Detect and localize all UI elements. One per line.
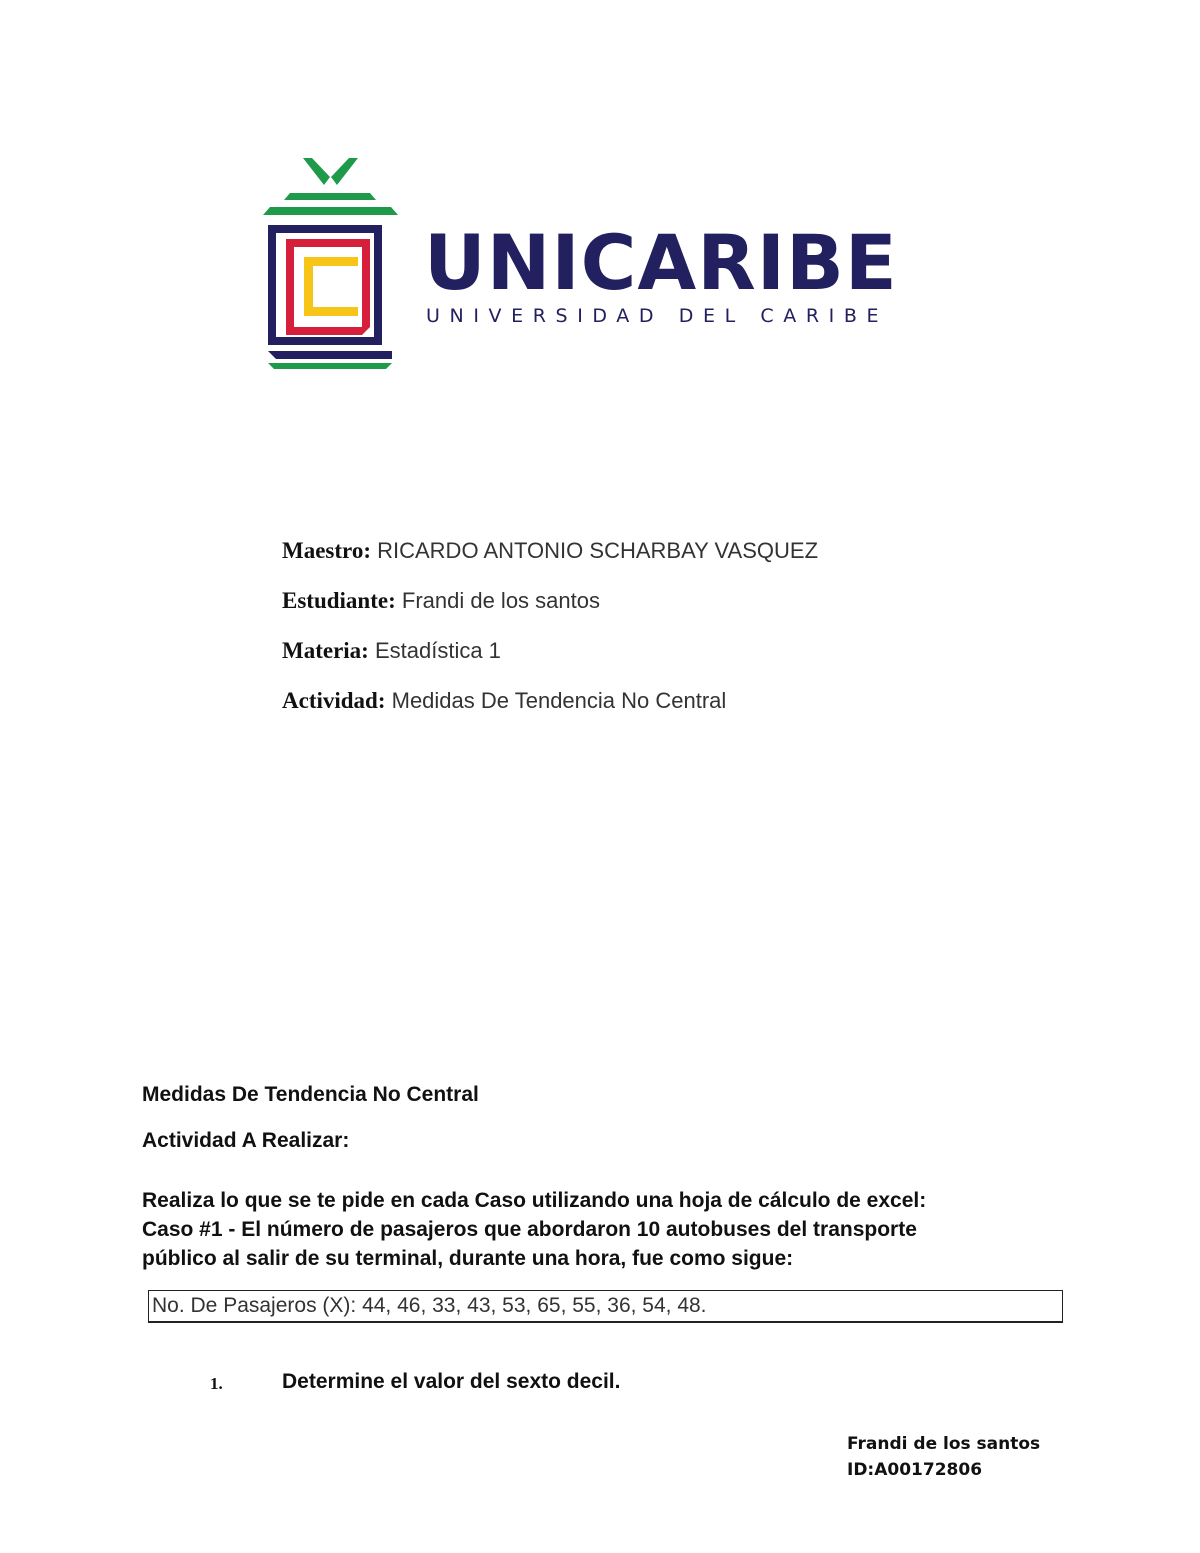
instruction-line-2: Caso #1 - El número de pasajeros que abordaron 10 autobuses del transporte xyxy=(142,1218,917,1241)
footer-id: ID:A00172806 xyxy=(847,1460,983,1480)
subject-label: Materia: xyxy=(282,638,369,663)
assignment-title: Medidas De Tendencia No Central xyxy=(142,1083,479,1106)
teacher-label: Maestro: xyxy=(282,538,371,563)
subject-line xyxy=(282,636,818,686)
logo-emblem xyxy=(258,155,408,375)
question-text: Determine el valor del sexto decil. xyxy=(282,1370,621,1393)
instruction-line-3: público al salir de su terminal, durante una hora, fue como sigue: xyxy=(142,1247,794,1270)
footer-name: Frandi de los santos xyxy=(847,1434,1041,1454)
student-label: Estudiante: xyxy=(282,588,396,613)
instruction-line-1: Realiza lo que se te pide en cada Caso utilizando una hoja de cálculo de excel: xyxy=(142,1189,927,1212)
logo-tagline: UNIVERSIDAD DEL CARIBE xyxy=(426,305,889,327)
activity-line xyxy=(282,686,818,736)
student-value: Frandi de los santos xyxy=(401,588,600,613)
teacher-line xyxy=(282,536,818,586)
assignment-instructions xyxy=(142,1186,1072,1273)
activity-label: Actividad: xyxy=(282,688,386,713)
university-logo xyxy=(258,155,898,375)
assignment-subtitle: Actividad A Realizar: xyxy=(142,1129,350,1152)
student-line xyxy=(282,586,818,636)
question-number: 1. xyxy=(210,1374,223,1393)
logo-wordmark: UNICARIBE xyxy=(424,218,898,307)
teacher-value: RICARDO ANTONIO SCHARBAY VASQUEZ xyxy=(377,538,819,563)
subject-value: Estadística 1 xyxy=(374,638,501,663)
student-footer xyxy=(847,1431,1040,1483)
cover-info xyxy=(282,536,818,736)
passenger-data-box: No. De Pasajeros (X): 44, 46, 33, 43, 53, 65, 55, 36, 54, 48. xyxy=(148,1290,1063,1323)
activity-value: Medidas De Tendencia No Central xyxy=(391,688,727,713)
